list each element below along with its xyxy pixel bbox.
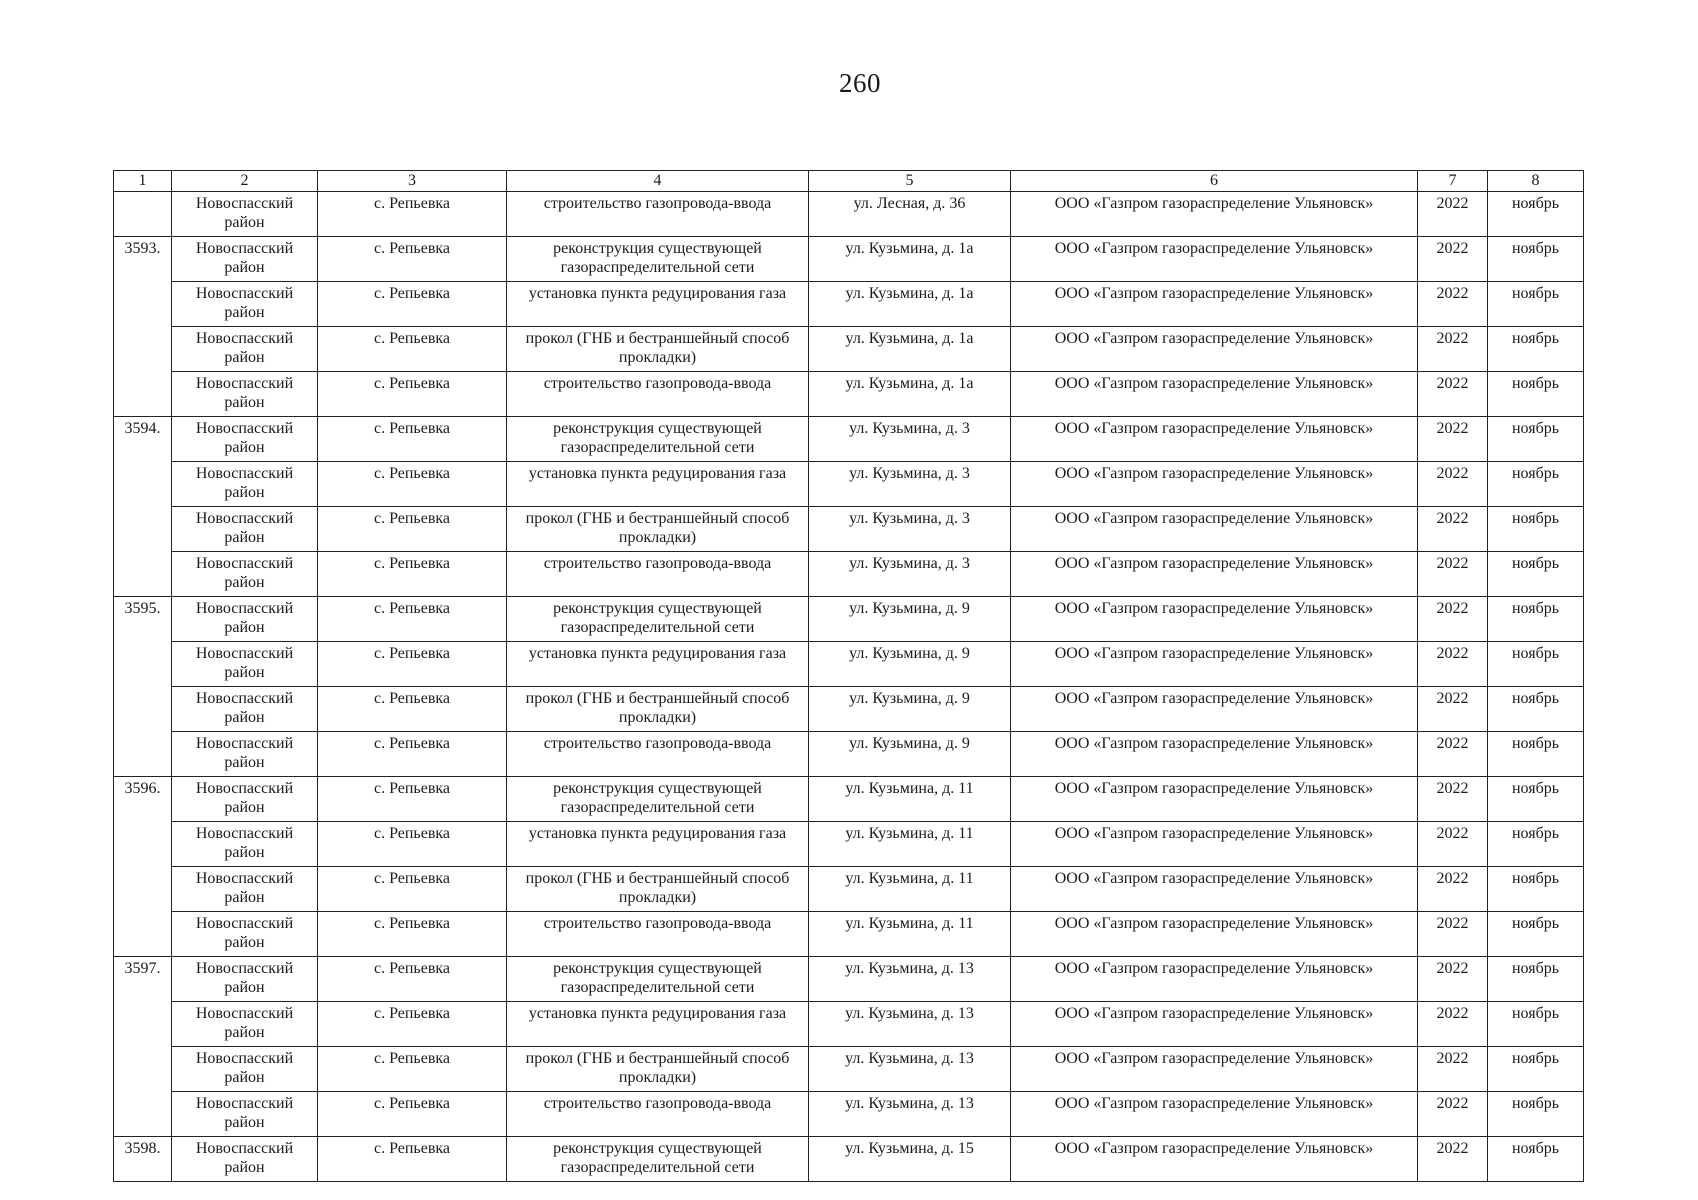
month-cell: ноябрь bbox=[1488, 237, 1584, 282]
district-cell: Новоспасский район bbox=[172, 732, 318, 777]
settlement-cell: с. Репьевка bbox=[318, 687, 507, 732]
address-cell: ул. Кузьмина, д. 3 bbox=[809, 417, 1011, 462]
organization-cell: ООО «Газпром газораспределение Ульяновск» bbox=[1011, 1047, 1418, 1092]
district-cell: Новоспасский район bbox=[172, 777, 318, 822]
work-type-cell: строительство газопровода-ввода bbox=[507, 372, 809, 417]
organization-cell: ООО «Газпром газораспределение Ульяновск» bbox=[1011, 507, 1418, 552]
organization-cell: ООО «Газпром газораспределение Ульяновск» bbox=[1011, 192, 1418, 237]
organization-cell: ООО «Газпром газораспределение Ульяновск» bbox=[1011, 732, 1418, 777]
month-cell: ноябрь bbox=[1488, 732, 1584, 777]
month-cell: ноябрь bbox=[1488, 597, 1584, 642]
work-type-cell: строительство газопровода-ввода bbox=[507, 192, 809, 237]
settlement-cell: с. Репьевка bbox=[318, 597, 507, 642]
table-row bbox=[114, 282, 1584, 327]
column-header: 7 bbox=[1418, 171, 1488, 192]
table-row bbox=[114, 192, 1584, 237]
table-row bbox=[114, 552, 1584, 597]
settlement-cell: с. Репьевка bbox=[318, 642, 507, 687]
month-cell: ноябрь bbox=[1488, 552, 1584, 597]
settlement-cell: с. Репьевка bbox=[318, 462, 507, 507]
settlement-cell: с. Репьевка bbox=[318, 552, 507, 597]
work-type-cell: прокол (ГНБ и бестраншейный способ прокладки) bbox=[507, 867, 809, 912]
address-cell: ул. Кузьмина, д. 3 bbox=[809, 507, 1011, 552]
work-type-cell: установка пункта редуцирования газа bbox=[507, 822, 809, 867]
table-row bbox=[114, 1137, 1584, 1182]
header-row bbox=[114, 171, 1584, 192]
month-cell: ноябрь bbox=[1488, 867, 1584, 912]
address-cell: ул. Кузьмина, д. 13 bbox=[809, 1047, 1011, 1092]
entry-number: 3598. bbox=[114, 1137, 172, 1182]
table-row bbox=[114, 912, 1584, 957]
address-cell: ул. Кузьмина, д. 13 bbox=[809, 1002, 1011, 1047]
address-cell: ул. Кузьмина, д. 15 bbox=[809, 1137, 1011, 1182]
address-cell: ул. Кузьмина, д. 1а bbox=[809, 327, 1011, 372]
settlement-cell: с. Репьевка bbox=[318, 237, 507, 282]
settlement-cell: с. Репьевка bbox=[318, 867, 507, 912]
table-row bbox=[114, 597, 1584, 642]
address-cell: ул. Кузьмина, д. 1а bbox=[809, 372, 1011, 417]
district-cell: Новоспасский район bbox=[172, 552, 318, 597]
year-cell: 2022 bbox=[1418, 912, 1488, 957]
settlement-cell: с. Репьевка bbox=[318, 732, 507, 777]
district-cell: Новоспасский район bbox=[172, 417, 318, 462]
month-cell: ноябрь bbox=[1488, 642, 1584, 687]
work-type-cell: реконструкция существующей газораспределительной сети bbox=[507, 597, 809, 642]
settlement-cell: с. Репьевка bbox=[318, 1047, 507, 1092]
address-cell: ул. Кузьмина, д. 9 bbox=[809, 642, 1011, 687]
address-cell: ул. Кузьмина, д. 9 bbox=[809, 687, 1011, 732]
address-cell: ул. Кузьмина, д. 1а bbox=[809, 282, 1011, 327]
month-cell: ноябрь bbox=[1488, 327, 1584, 372]
address-cell: ул. Кузьмина, д. 11 bbox=[809, 867, 1011, 912]
work-type-cell: прокол (ГНБ и бестраншейный способ прокладки) bbox=[507, 687, 809, 732]
year-cell: 2022 bbox=[1418, 1002, 1488, 1047]
district-cell: Новоспасский район bbox=[172, 687, 318, 732]
year-cell: 2022 bbox=[1418, 507, 1488, 552]
month-cell: ноябрь bbox=[1488, 507, 1584, 552]
district-cell: Новоспасский район bbox=[172, 912, 318, 957]
table-row bbox=[114, 507, 1584, 552]
work-type-cell: прокол (ГНБ и бестраншейный способ прокладки) bbox=[507, 1047, 809, 1092]
organization-cell: ООО «Газпром газораспределение Ульяновск» bbox=[1011, 552, 1418, 597]
column-header: 6 bbox=[1011, 171, 1418, 192]
column-header: 4 bbox=[507, 171, 809, 192]
district-cell: Новоспасский район bbox=[172, 507, 318, 552]
year-cell: 2022 bbox=[1418, 237, 1488, 282]
table-row bbox=[114, 327, 1584, 372]
district-cell: Новоспасский район bbox=[172, 282, 318, 327]
organization-cell: ООО «Газпром газораспределение Ульяновск» bbox=[1011, 957, 1418, 1002]
month-cell: ноябрь bbox=[1488, 417, 1584, 462]
month-cell: ноябрь bbox=[1488, 912, 1584, 957]
work-type-cell: установка пункта редуцирования газа bbox=[507, 642, 809, 687]
table-row bbox=[114, 777, 1584, 822]
column-header: 2 bbox=[172, 171, 318, 192]
district-cell: Новоспасский район bbox=[172, 372, 318, 417]
entry-number: 3593. bbox=[114, 237, 172, 417]
entry-number: 3597. bbox=[114, 957, 172, 1137]
organization-cell: ООО «Газпром газораспределение Ульяновск» bbox=[1011, 597, 1418, 642]
work-type-cell: прокол (ГНБ и бестраншейный способ прокладки) bbox=[507, 507, 809, 552]
work-type-cell: строительство газопровода-ввода bbox=[507, 552, 809, 597]
table-row bbox=[114, 1047, 1584, 1092]
settlement-cell: с. Репьевка bbox=[318, 372, 507, 417]
table-row bbox=[114, 642, 1584, 687]
work-type-cell: реконструкция существующей газораспределительной сети bbox=[507, 777, 809, 822]
month-cell: ноябрь bbox=[1488, 822, 1584, 867]
year-cell: 2022 bbox=[1418, 192, 1488, 237]
work-type-cell: строительство газопровода-ввода bbox=[507, 732, 809, 777]
work-type-cell: установка пункта редуцирования газа bbox=[507, 1002, 809, 1047]
settlement-cell: с. Репьевка bbox=[318, 1002, 507, 1047]
column-header: 5 bbox=[809, 171, 1011, 192]
year-cell: 2022 bbox=[1418, 1092, 1488, 1137]
organization-cell: ООО «Газпром газораспределение Ульяновск» bbox=[1011, 1137, 1418, 1182]
address-cell: ул. Кузьмина, д. 9 bbox=[809, 597, 1011, 642]
entry-number: 3595. bbox=[114, 597, 172, 777]
organization-cell: ООО «Газпром газораспределение Ульяновск» bbox=[1011, 237, 1418, 282]
page-number: 260 bbox=[839, 68, 881, 98]
organization-cell: ООО «Газпром газораспределение Ульяновск» bbox=[1011, 642, 1418, 687]
year-cell: 2022 bbox=[1418, 372, 1488, 417]
district-cell: Новоспасский район bbox=[172, 1137, 318, 1182]
address-cell: ул. Кузьмина, д. 3 bbox=[809, 552, 1011, 597]
organization-cell: ООО «Газпром газораспределение Ульяновск» bbox=[1011, 1092, 1418, 1137]
organization-cell: ООО «Газпром газораспределение Ульяновск» bbox=[1011, 372, 1418, 417]
settlement-cell: с. Репьевка bbox=[318, 912, 507, 957]
month-cell: ноябрь bbox=[1488, 1002, 1584, 1047]
month-cell: ноябрь bbox=[1488, 1137, 1584, 1182]
year-cell: 2022 bbox=[1418, 687, 1488, 732]
district-cell: Новоспасский район bbox=[172, 957, 318, 1002]
year-cell: 2022 bbox=[1418, 822, 1488, 867]
table-row bbox=[114, 1002, 1584, 1047]
settlement-cell: с. Репьевка bbox=[318, 822, 507, 867]
settlement-cell: с. Репьевка bbox=[318, 327, 507, 372]
organization-cell: ООО «Газпром газораспределение Ульяновск» bbox=[1011, 282, 1418, 327]
organization-cell: ООО «Газпром газораспределение Ульяновск» bbox=[1011, 462, 1418, 507]
district-cell: Новоспасский район bbox=[172, 822, 318, 867]
district-cell: Новоспасский район bbox=[172, 867, 318, 912]
work-type-cell: установка пункта редуцирования газа bbox=[507, 282, 809, 327]
year-cell: 2022 bbox=[1418, 1047, 1488, 1092]
work-type-cell: реконструкция существующей газораспределительной сети bbox=[507, 957, 809, 1002]
month-cell: ноябрь bbox=[1488, 1047, 1584, 1092]
column-header: 1 bbox=[114, 171, 172, 192]
district-cell: Новоспасский район bbox=[172, 237, 318, 282]
district-cell: Новоспасский район bbox=[172, 462, 318, 507]
settlement-cell: с. Репьевка bbox=[318, 1137, 507, 1182]
organization-cell: ООО «Газпром газораспределение Ульяновск» bbox=[1011, 867, 1418, 912]
organization-cell: ООО «Газпром газораспределение Ульяновск» bbox=[1011, 777, 1418, 822]
year-cell: 2022 bbox=[1418, 867, 1488, 912]
year-cell: 2022 bbox=[1418, 462, 1488, 507]
table-row bbox=[114, 1092, 1584, 1137]
table-row bbox=[114, 732, 1584, 777]
settlement-cell: с. Репьевка bbox=[318, 777, 507, 822]
address-cell: ул. Кузьмина, д. 13 bbox=[809, 1092, 1011, 1137]
year-cell: 2022 bbox=[1418, 552, 1488, 597]
district-cell: Новоспасский район bbox=[172, 1047, 318, 1092]
settlement-cell: с. Репьевка bbox=[318, 957, 507, 1002]
month-cell: ноябрь bbox=[1488, 372, 1584, 417]
work-type-cell: реконструкция существующей газораспределительной сети bbox=[507, 1137, 809, 1182]
settlement-cell: с. Репьевка bbox=[318, 1092, 507, 1137]
work-type-cell: установка пункта редуцирования газа bbox=[507, 462, 809, 507]
address-cell: ул. Кузьмина, д. 3 bbox=[809, 462, 1011, 507]
registry-table bbox=[113, 170, 1584, 1182]
table-row bbox=[114, 372, 1584, 417]
table-row bbox=[114, 687, 1584, 732]
year-cell: 2022 bbox=[1418, 597, 1488, 642]
column-header: 3 bbox=[318, 171, 507, 192]
table-row bbox=[114, 957, 1584, 1002]
year-cell: 2022 bbox=[1418, 1137, 1488, 1182]
month-cell: ноябрь bbox=[1488, 777, 1584, 822]
table-body bbox=[114, 192, 1584, 1182]
month-cell: ноябрь bbox=[1488, 462, 1584, 507]
district-cell: Новоспасский район bbox=[172, 1092, 318, 1137]
table-row bbox=[114, 867, 1584, 912]
column-header: 8 bbox=[1488, 171, 1584, 192]
year-cell: 2022 bbox=[1418, 957, 1488, 1002]
settlement-cell: с. Репьевка bbox=[318, 417, 507, 462]
month-cell: ноябрь bbox=[1488, 192, 1584, 237]
address-cell: ул. Кузьмина, д. 11 bbox=[809, 822, 1011, 867]
month-cell: ноябрь bbox=[1488, 957, 1584, 1002]
address-cell: ул. Кузьмина, д. 1а bbox=[809, 237, 1011, 282]
year-cell: 2022 bbox=[1418, 642, 1488, 687]
district-cell: Новоспасский район bbox=[172, 1002, 318, 1047]
month-cell: ноябрь bbox=[1488, 687, 1584, 732]
year-cell: 2022 bbox=[1418, 327, 1488, 372]
month-cell: ноябрь bbox=[1488, 282, 1584, 327]
settlement-cell: с. Репьевка bbox=[318, 507, 507, 552]
entry-number: 3596. bbox=[114, 777, 172, 957]
entry-number bbox=[114, 192, 172, 237]
organization-cell: ООО «Газпром газораспределение Ульяновск» bbox=[1011, 912, 1418, 957]
year-cell: 2022 bbox=[1418, 777, 1488, 822]
settlement-cell: с. Репьевка bbox=[318, 192, 507, 237]
work-type-cell: реконструкция существующей газораспределительной сети bbox=[507, 417, 809, 462]
year-cell: 2022 bbox=[1418, 417, 1488, 462]
table-row bbox=[114, 462, 1584, 507]
table-row bbox=[114, 822, 1584, 867]
address-cell: ул. Кузьмина, д. 9 bbox=[809, 732, 1011, 777]
district-cell: Новоспасский район bbox=[172, 327, 318, 372]
organization-cell: ООО «Газпром газораспределение Ульяновск» bbox=[1011, 417, 1418, 462]
organization-cell: ООО «Газпром газораспределение Ульяновск» bbox=[1011, 822, 1418, 867]
year-cell: 2022 bbox=[1418, 282, 1488, 327]
work-type-cell: прокол (ГНБ и бестраншейный способ прокладки) bbox=[507, 327, 809, 372]
organization-cell: ООО «Газпром газораспределение Ульяновск» bbox=[1011, 1002, 1418, 1047]
work-type-cell: строительство газопровода-ввода bbox=[507, 912, 809, 957]
entry-number: 3594. bbox=[114, 417, 172, 597]
settlement-cell: с. Репьевка bbox=[318, 282, 507, 327]
address-cell: ул. Кузьмина, д. 11 bbox=[809, 912, 1011, 957]
organization-cell: ООО «Газпром газораспределение Ульяновск» bbox=[1011, 687, 1418, 732]
address-cell: ул. Лесная, д. 36 bbox=[809, 192, 1011, 237]
district-cell: Новоспасский район bbox=[172, 597, 318, 642]
table-row bbox=[114, 417, 1584, 462]
table-row bbox=[114, 237, 1584, 282]
work-type-cell: реконструкция существующей газораспределительной сети bbox=[507, 237, 809, 282]
month-cell: ноябрь bbox=[1488, 1092, 1584, 1137]
address-cell: ул. Кузьмина, д. 11 bbox=[809, 777, 1011, 822]
district-cell: Новоспасский район bbox=[172, 642, 318, 687]
district-cell: Новоспасский район bbox=[172, 192, 318, 237]
work-type-cell: строительство газопровода-ввода bbox=[507, 1092, 809, 1137]
organization-cell: ООО «Газпром газораспределение Ульяновск» bbox=[1011, 327, 1418, 372]
year-cell: 2022 bbox=[1418, 732, 1488, 777]
address-cell: ул. Кузьмина, д. 13 bbox=[809, 957, 1011, 1002]
